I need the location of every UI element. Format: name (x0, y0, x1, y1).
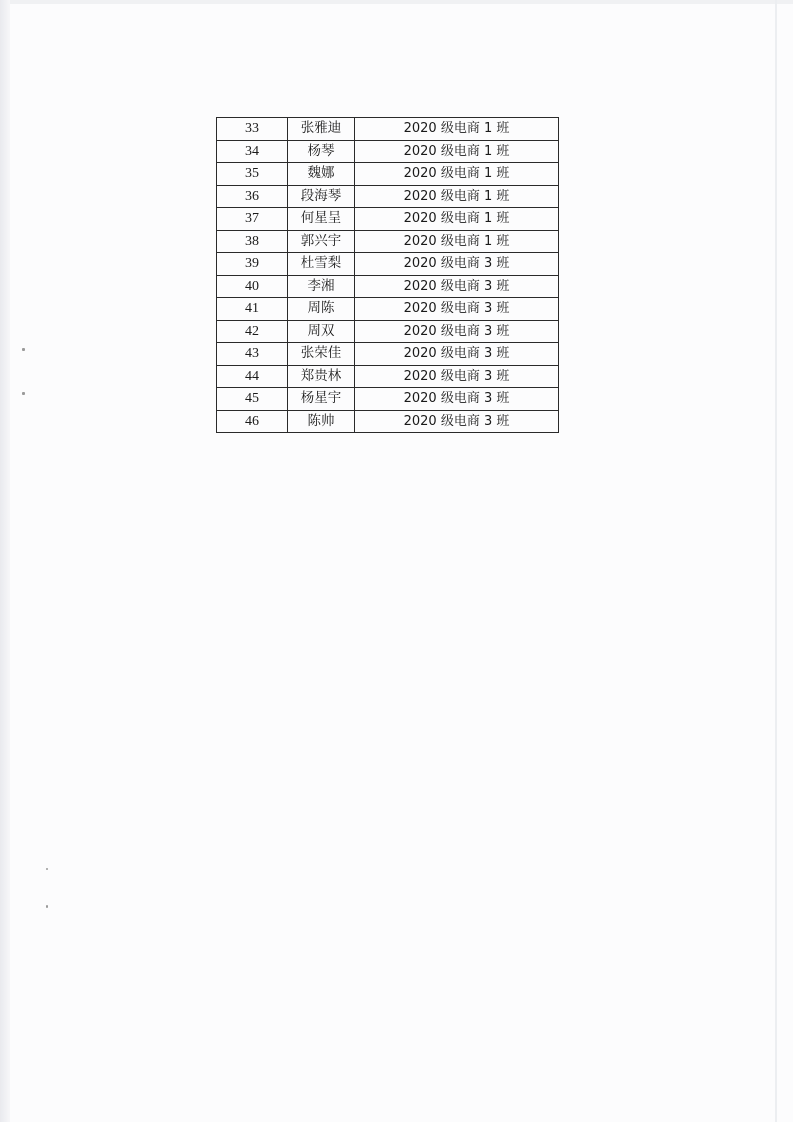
student-name: 郑贵林 (288, 365, 355, 388)
table-row (217, 275, 559, 298)
student-name: 何星呈 (288, 208, 355, 231)
student-name: 段海琴 (288, 185, 355, 208)
row-number: 39 (217, 253, 288, 276)
row-number: 42 (217, 320, 288, 343)
table-row (217, 230, 559, 253)
class-name: 2020 级电商 3 班 (355, 253, 559, 276)
row-number: 38 (217, 230, 288, 253)
row-number: 44 (217, 365, 288, 388)
student-name: 杨星宇 (288, 388, 355, 411)
row-number: 37 (217, 208, 288, 231)
row-number: 33 (217, 118, 288, 141)
class-name: 2020 级电商 1 班 (355, 185, 559, 208)
class-name: 2020 级电商 3 班 (355, 275, 559, 298)
student-name: 杜雪梨 (288, 253, 355, 276)
table-row (217, 118, 559, 141)
student-name: 张荣佳 (288, 343, 355, 366)
scan-right-edge (775, 0, 777, 1122)
class-name: 2020 级电商 1 班 (355, 140, 559, 163)
table-row (217, 140, 559, 163)
student-name: 郭兴宇 (288, 230, 355, 253)
table-row (217, 208, 559, 231)
class-name: 2020 级电商 1 班 (355, 163, 559, 186)
scan-speck (46, 868, 48, 870)
class-name: 2020 级电商 1 班 (355, 230, 559, 253)
class-name: 2020 级电商 1 班 (355, 118, 559, 141)
table-row (217, 163, 559, 186)
table-row (217, 388, 559, 411)
student-roster-body (217, 118, 559, 433)
row-number: 43 (217, 343, 288, 366)
class-name: 2020 级电商 1 班 (355, 208, 559, 231)
scan-left-shadow (0, 0, 10, 1122)
table-row (217, 298, 559, 321)
row-number: 41 (217, 298, 288, 321)
table-row (217, 343, 559, 366)
scan-speck (46, 905, 48, 908)
student-name: 李湘 (288, 275, 355, 298)
table-row (217, 253, 559, 276)
row-number: 45 (217, 388, 288, 411)
row-number: 36 (217, 185, 288, 208)
student-name: 杨琴 (288, 140, 355, 163)
class-name: 2020 级电商 3 班 (355, 365, 559, 388)
class-name: 2020 级电商 3 班 (355, 388, 559, 411)
row-number: 34 (217, 140, 288, 163)
row-number: 35 (217, 163, 288, 186)
table-row (217, 320, 559, 343)
table-row (217, 365, 559, 388)
table-row (217, 185, 559, 208)
student-roster-table (216, 117, 559, 433)
class-name: 2020 级电商 3 班 (355, 298, 559, 321)
scan-top-edge (0, 0, 793, 4)
student-name: 周双 (288, 320, 355, 343)
class-name: 2020 级电商 3 班 (355, 320, 559, 343)
table-row (217, 410, 559, 433)
class-name: 2020 级电商 3 班 (355, 410, 559, 433)
row-number: 46 (217, 410, 288, 433)
row-number: 40 (217, 275, 288, 298)
student-name: 张雅迪 (288, 118, 355, 141)
scan-speck (22, 348, 25, 351)
student-name: 周陈 (288, 298, 355, 321)
student-name: 魏娜 (288, 163, 355, 186)
scan-speck (22, 392, 25, 395)
student-name: 陈帅 (288, 410, 355, 433)
class-name: 2020 级电商 3 班 (355, 343, 559, 366)
